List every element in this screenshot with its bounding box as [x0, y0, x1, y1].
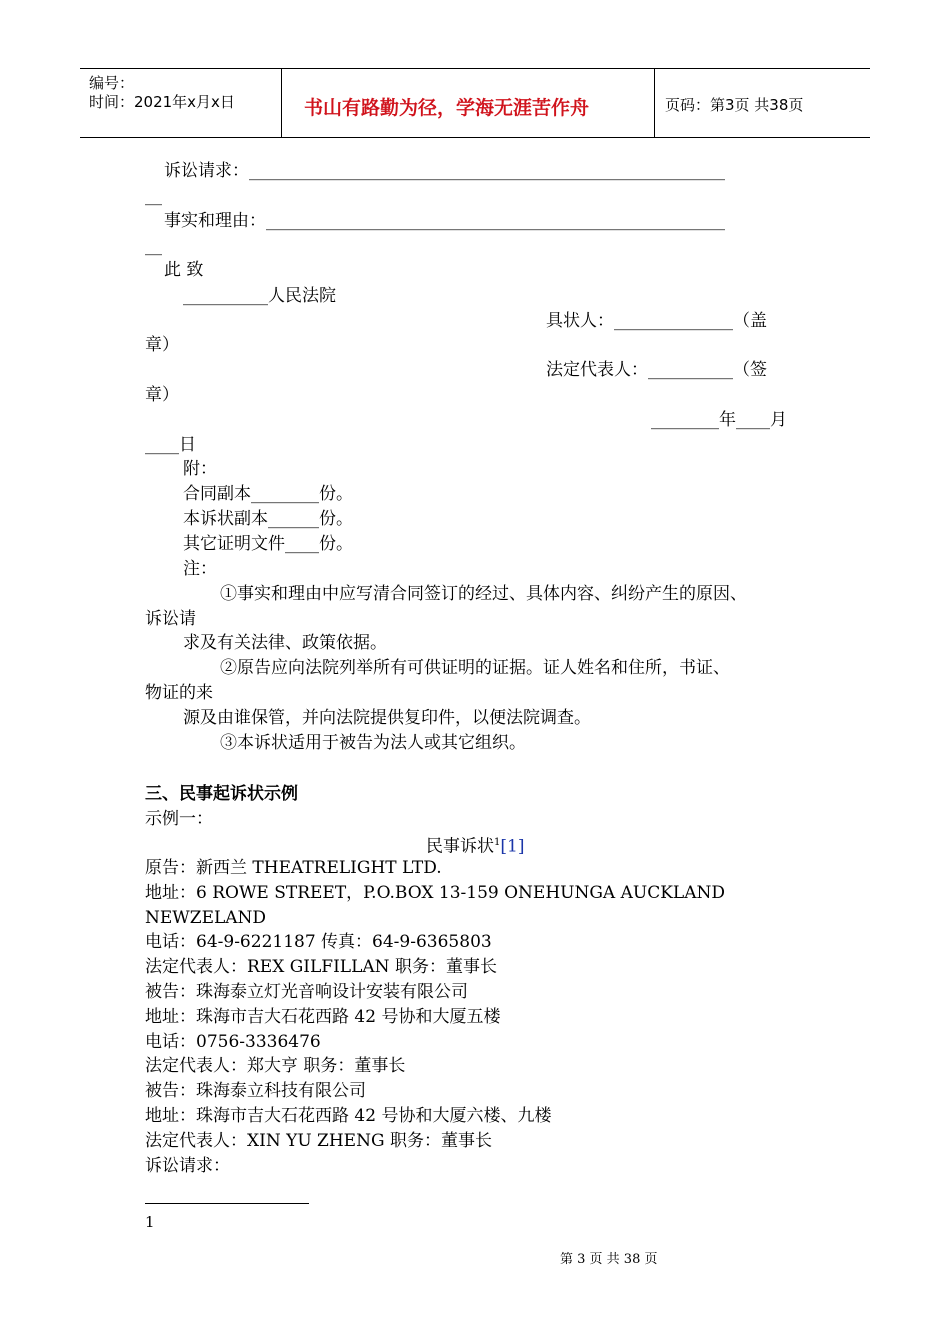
doc-title [426, 832, 524, 858]
body-line: 注： [183, 559, 217, 579]
time-label: 时间：2021年x月x日 [89, 93, 235, 111]
body-line: ②原告应向法院列举所有可供证明的证据。证人姓名和住所，书证、 [220, 658, 730, 678]
page-header [80, 68, 870, 138]
body-line: 法定代表人：__________（签 [546, 360, 767, 380]
header-motto: 书山有路勤为径，学海无涯苦作舟 [304, 97, 590, 119]
body-line: 章） [145, 385, 179, 405]
body-line: 具状人：______________（盖 [546, 311, 767, 331]
header-meta-cell [80, 69, 282, 137]
party-line: 被告：珠海泰立科技有限公司 [145, 1081, 366, 1102]
party-line: 被告：珠海泰立灯光音响设计安装有限公司 [145, 982, 468, 1002]
footnote-number: 1 [145, 1213, 155, 1231]
section-title: 三、民事起诉状示例 [145, 784, 298, 804]
page-footer: 第 3 页 共 38 页 [560, 1252, 658, 1267]
party-line: 法定代表人：REX GILFILLAN 职务：董事长 [145, 957, 497, 978]
body-line: 事实和理由：______________________________________________________ [164, 211, 725, 231]
body-line: __ [145, 236, 162, 256]
body-line: 章） [145, 335, 179, 355]
page-info: 页码：第3页 共38页 [665, 96, 804, 114]
party-line: 法定代表人：XIN YU ZHENG 职务：董事长 [145, 1130, 492, 1151]
body-line: 附： [183, 459, 217, 479]
number-label: 编号： [89, 74, 135, 92]
party-line: NEWZELAND [145, 907, 267, 928]
header-motto-cell [282, 69, 655, 137]
body-line: ____日 [145, 435, 196, 455]
body-line: 此 致 [164, 260, 204, 280]
party-line: 地址：珠海市吉大石花西路 42 号协和大厦五楼 [145, 1006, 501, 1027]
body-line: 诉讼请 [145, 609, 196, 629]
body-line: ①事实和理由中应写清合同签订的经过、具体内容、纠纷产生的原因、 [220, 584, 747, 604]
party-line: 电话：64-9-6221187 传真：64-9-6365803 [145, 932, 492, 953]
party-line: 电话：0756-3336476 [145, 1031, 321, 1052]
body-line: 本诉状副本______份。 [183, 509, 353, 529]
body-line: 其它证明文件____份。 [183, 534, 353, 554]
doc-title-sup: 1 [494, 837, 501, 848]
body-line: 物证的来 [145, 683, 213, 703]
body-line: 合同副本________份。 [183, 484, 353, 504]
body-line: ________年____月 [651, 410, 787, 430]
doc-title-text: 民事诉状 [426, 836, 494, 857]
party-line: 地址：6 ROWE STREET，P.O.BOX 13-159 ONEHUNGA AUCKLAND [145, 882, 726, 903]
body-line: __ [145, 186, 162, 206]
example-label: 示例一： [145, 809, 213, 829]
party-line: 原告：新西兰 THEATRELIGHT LTD. [145, 858, 442, 878]
party-line: 诉讼请求： [145, 1155, 230, 1176]
footnote-ref-link[interactable]: [1] [500, 836, 525, 857]
body-line: 源及由谁保管，并向法院提供复印件，以便法院调查。 [183, 708, 591, 728]
body-line: 诉讼请求：________________________________________________________ [164, 161, 725, 181]
footnote-divider [145, 1203, 309, 1204]
header-page-cell [655, 69, 870, 137]
party-line: 法定代表人：郑大亨 职务：董事长 [145, 1056, 406, 1077]
body-line: 求及有关法律、政策依据。 [183, 633, 387, 653]
body-line: ③本诉状适用于被告为法人或其它组织。 [220, 733, 526, 753]
body-line: __________人民法院 [183, 286, 336, 306]
party-line: 地址：珠海市吉大石花西路 42 号协和大厦六楼、九楼 [145, 1106, 552, 1126]
